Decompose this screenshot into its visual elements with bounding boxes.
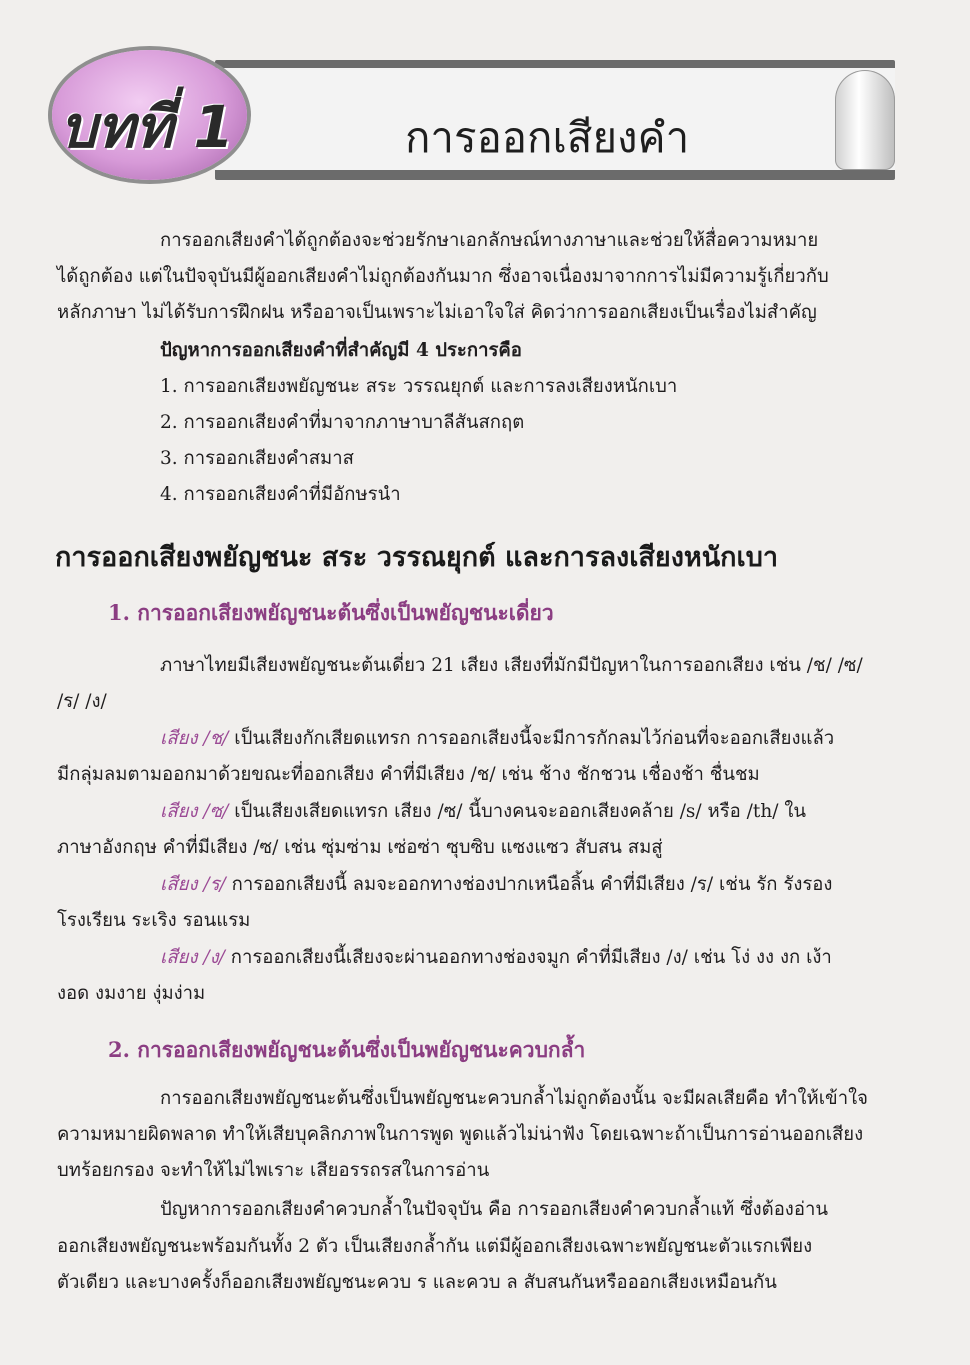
sound-desc-s: เป็นเสียงเสียดแทรก เสียง /ซ/ นี้บางคนจะออกเสียงคล้าย /s/ หรือ /th/ ใน: [234, 801, 807, 822]
sub2-para2-line-1: ปัญหาการออกเสียงคำควบกล้ำในปัจจุบัน คือ การออกเสียงคำควบกล้ำแท้ ซึ่งต้องอ่าน: [160, 1199, 828, 1220]
problem-item-4: 4. การออกเสียงคำที่มีอักษรนำ: [160, 484, 401, 505]
sound-label-s: เสียง /ซ/: [160, 801, 229, 822]
sub2-para1-line-2: ความหมายผิดพลาด ทำให้เสียบุคลิกภาพในการพูด พูดแล้วไม่น่าฟัง โดยเฉพาะถ้าเป็นการอ่านออกเสียง: [57, 1124, 864, 1145]
chapter-title: การออกเสียงคำ: [405, 113, 690, 162]
sound-item-ng-line-2: งอด งมงาย งุ่มง่าม: [57, 983, 206, 1004]
sound-item-r-line-2: โรงเรียน ระเริง รอนแรม: [57, 910, 251, 931]
sound-item-ng-line-1: [160, 947, 832, 969]
sub2-para1-line-1: การออกเสียงพยัญชนะต้นซึ่งเป็นพยัญชนะควบกล้ำไม่ถูกต้องนั้น จะมีผลเสียคือ ทำให้เข้าใจ: [160, 1088, 868, 1109]
scroll-decoration-icon: [835, 70, 895, 170]
sound-desc-ch: เป็นเสียงกักเสียดแทรก การออกเสียงนี้จะมีการกักลมไว้ก่อนที่จะออกเสียงแล้ว: [234, 728, 835, 749]
intro-line-1: การออกเสียงคำได้ถูกต้องจะช่วยรักษาเอกลักษณ์ทางภาษาและช่วยให้สื่อความหมาย: [160, 230, 819, 251]
problem-item-3: 3. การออกเสียงคำสมาส: [160, 448, 354, 469]
problem-item-1: 1. การออกเสียงพยัญชนะ สระ วรรณยุกต์ และการลงเสียงหนักเบา: [160, 376, 678, 397]
sound-label-ch: เสียง /ช/: [160, 728, 229, 749]
sound-item-s-line-1: [160, 801, 806, 823]
sub2-para2-line-2: ออกเสียงพยัญชนะพร้อมกันทั้ง 2 ตัว เป็นเสียงกล้ำกัน แต่มีผู้ออกเสียงเฉพาะพยัญชนะตัวแรกเพียง: [57, 1236, 813, 1257]
sound-label-ng: เสียง /ง/: [160, 947, 225, 968]
section-heading: การออกเสียงพยัญชนะ สระ วรรณยุกต์ และการลงเสียงหนักเบา: [55, 542, 779, 573]
problems-heading: ปัญหาการออกเสียงคำที่สำคัญมี 4 ประการคือ: [160, 340, 522, 361]
sub2-para1-line-3: บทร้อยกรอง จะทำให้ไม่ไพเราะ เสียอรรถรสในการอ่าน: [57, 1160, 490, 1181]
intro-line-2: ได้ถูกต้อง แต่ในปัจจุบันมีผู้ออกเสียงคำไม่ถูกต้องกันมาก ซึ่งอาจเนื่องมาจากการไม่มีความรู้เกี่ยวกับ: [57, 266, 829, 287]
sub2-para2-line-3: ตัวเดียว และบางครั้งก็ออกเสียงพยัญชนะควบ ร และควบ ล สับสนกันหรือออกเสียงเหมือนกัน: [57, 1272, 777, 1293]
chapter-banner: [40, 40, 900, 200]
sound-item-s-line-2: ภาษาอังกฤษ คำที่มีเสียง /ซ/ เช่น ซุ่มซ่าม เซ่อซ่า ซุบซิบ แซงแซว สับสน สมสู่: [57, 837, 663, 858]
chapter-label: บทที่ 1: [60, 93, 234, 161]
sound-item-r-line-1: [160, 874, 832, 896]
sound-desc-ng: การออกเสียงนี้เสียงจะผ่านออกทางช่องจมูก คำที่มีเสียง /ง/ เช่น โง่ งง งก เง้า: [230, 947, 832, 968]
sound-label-r: เสียง /ร/: [160, 874, 226, 895]
sound-desc-r: การออกเสียงนี้ ลมจะออกทางช่องปากเหนือลิ้น คำที่มีเสียง /ร/ เช่น รัก รังรอง: [231, 874, 833, 895]
sub1-para-line-1: ภาษาไทยมีเสียงพยัญชนะต้นเดี่ยว 21 เสียง เสียงที่มักมีปัญหาในการออกเสียง เช่น /ช/ /ซ/: [160, 655, 863, 676]
problem-item-2: 2. การออกเสียงคำที่มาจากภาษาบาลีสันสกฤต: [160, 412, 525, 433]
sound-item-ch-line-2: มีกลุ่มลมตามออกมาด้วยขณะที่ออกเสียง คำที่มีเสียง /ช/ เช่น ช้าง ชักชวน เชื่องช้า ชื่นชม: [57, 764, 760, 785]
intro-line-3: หลักภาษา ไม่ได้รับการฝึกฝน หรืออาจเป็นเพราะไม่เอาใจใส่ คิดว่าการออกเสียงเป็นเรื่องไม่สำคัญ: [57, 302, 817, 323]
sub1-para-line-2: /ร/ /ง/: [57, 691, 107, 712]
subsection-1-heading: 1. การออกเสียงพยัญชนะต้นซึ่งเป็นพยัญชนะเดี่ยว: [108, 600, 554, 625]
subsection-2-heading: 2. การออกเสียงพยัญชนะต้นซึ่งเป็นพยัญชนะควบกล้ำ: [108, 1037, 586, 1062]
sound-item-ch-line-1: [160, 728, 834, 750]
